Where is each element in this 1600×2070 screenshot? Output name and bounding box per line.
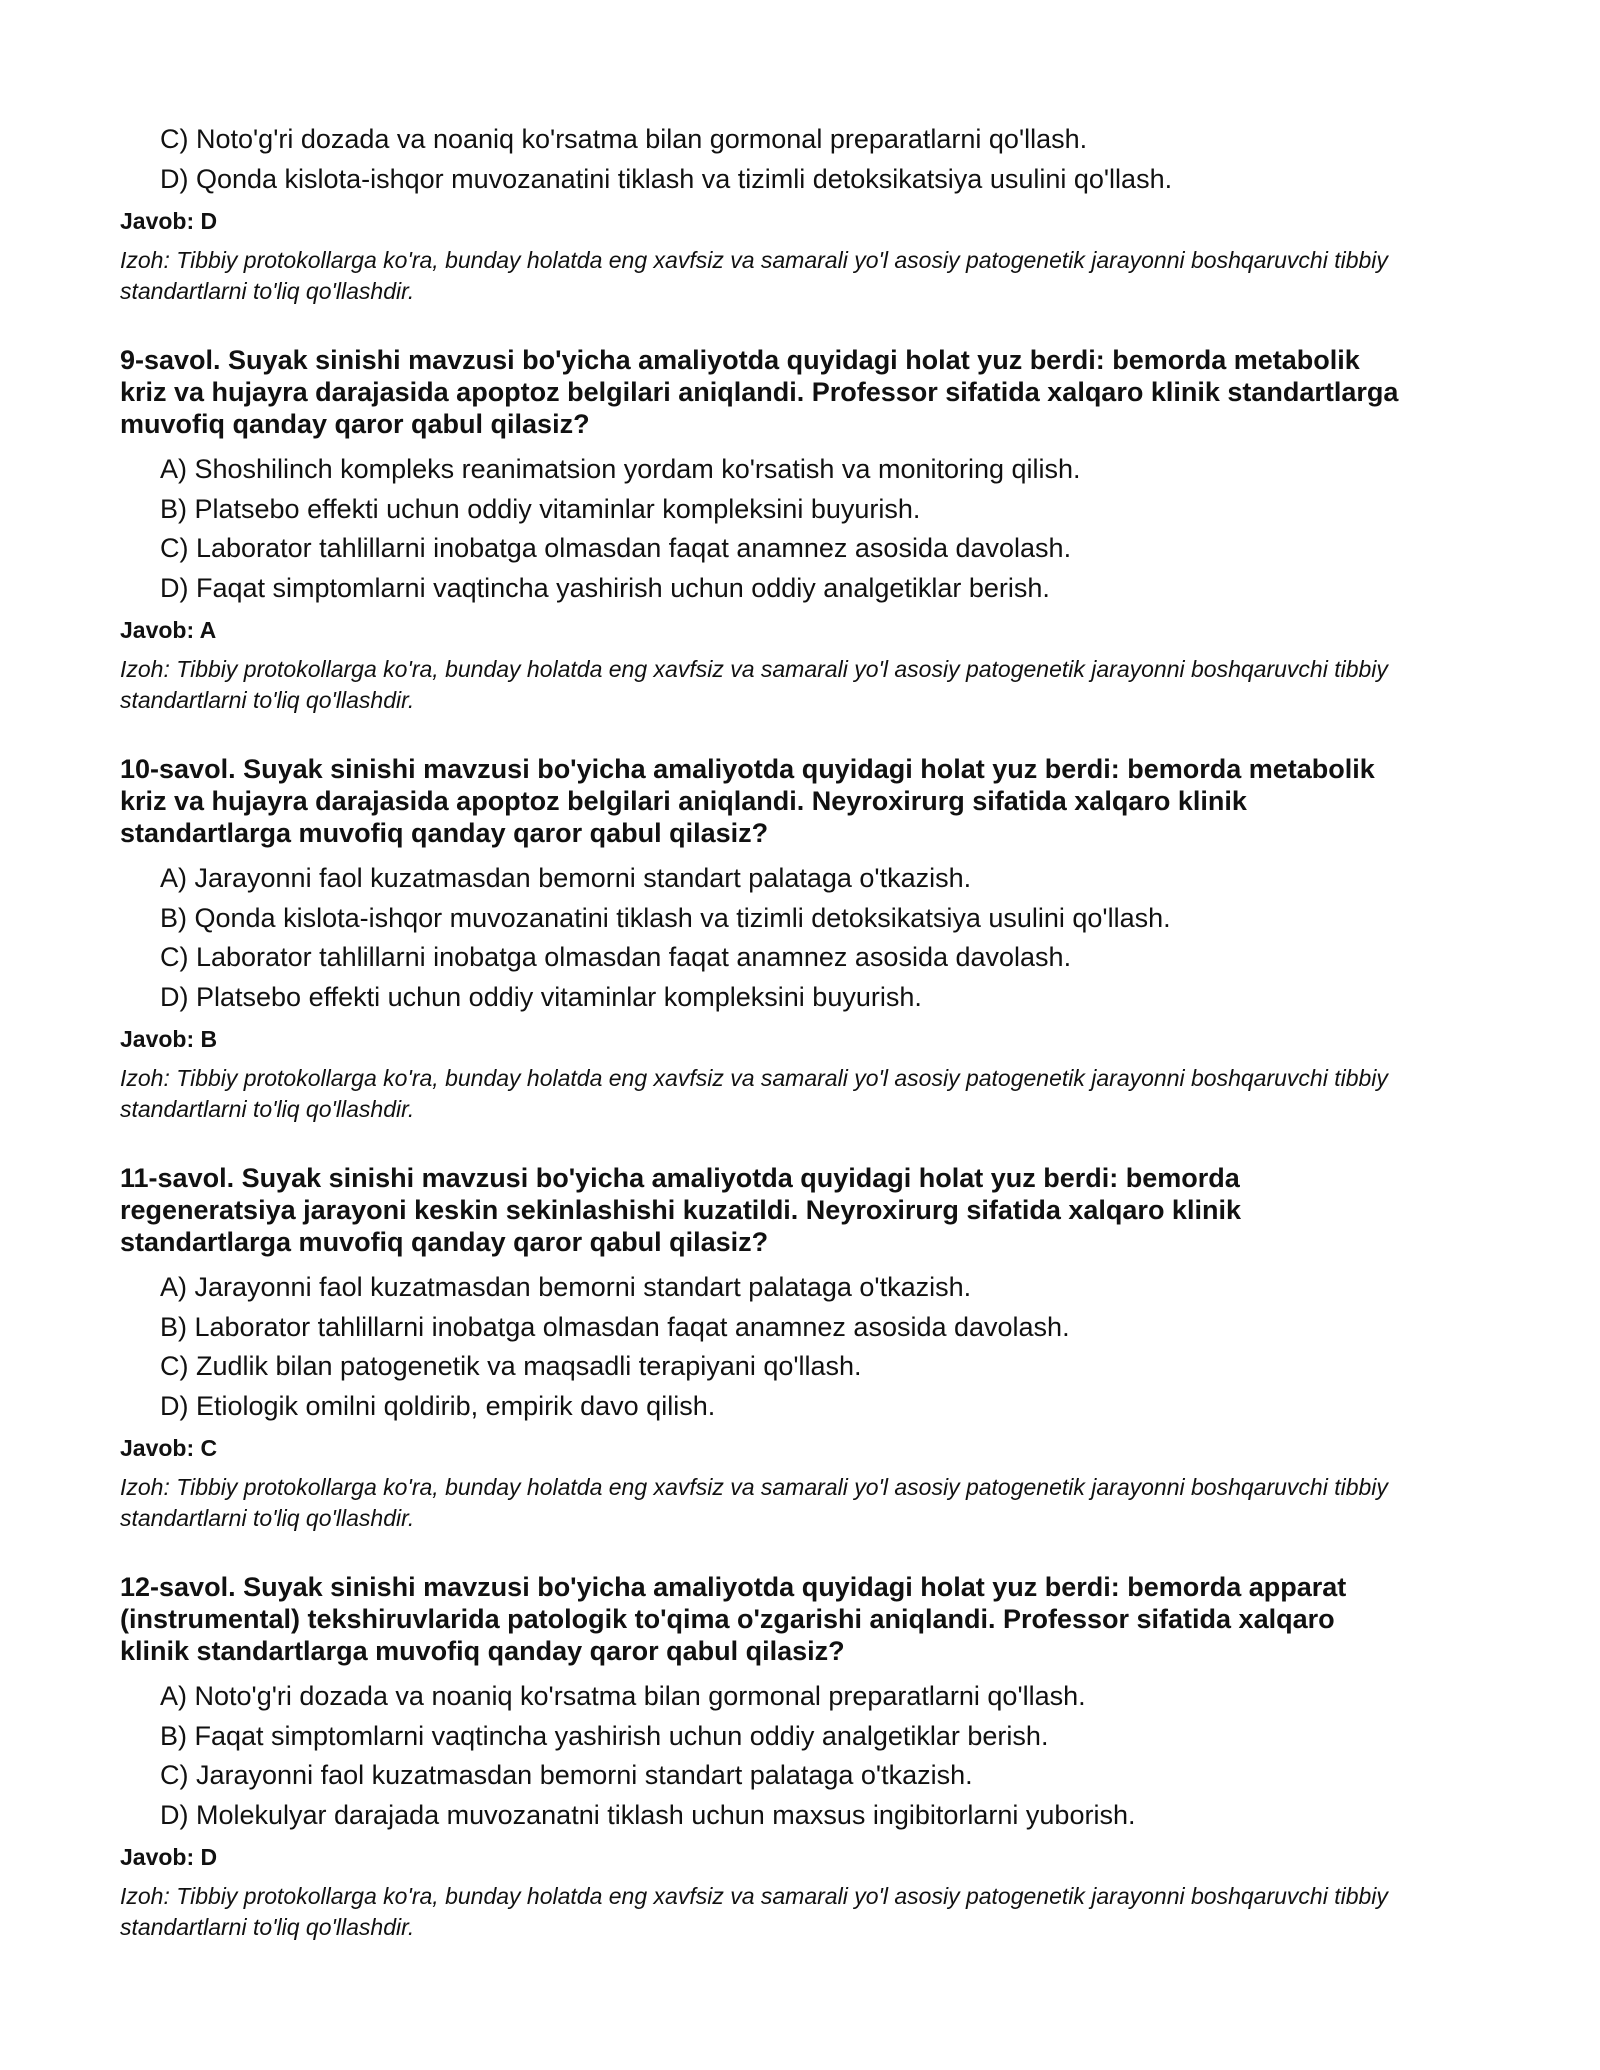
option-c: C) Zudlik bilan patogenetik va maqsadli terapiyani qo'llash. bbox=[160, 1351, 862, 1381]
answer-label: Javob: A bbox=[120, 617, 217, 643]
question-line: standartlarga muvofiq qanday qaror qabul qilasiz? bbox=[120, 818, 769, 848]
option-d: D) Etiologik omilni qoldirib, empirik davo qilish. bbox=[160, 1390, 716, 1421]
question-line: 12-savol. Suyak sinishi mavzusi bo'yicha amaliyotda quyidagi holat yuz berdi: bemorda apparat bbox=[120, 1572, 1347, 1602]
answer-label: Javob: D bbox=[120, 1844, 218, 1870]
option-a: A) Shoshilinch kompleks reanimatsion yordam ko'rsatish va monitoring qilish. bbox=[160, 454, 1081, 484]
question-line: standartlarga muvofiq qanday qaror qabul qilasiz? bbox=[120, 1227, 769, 1257]
option-a: A) Noto'g'ri dozada va noaniq ko'rsatma bilan gormonal preparatlarni qo'llash. bbox=[160, 1681, 1086, 1711]
question-block-12 bbox=[120, 1571, 1500, 1943]
option-b: B) Faqat simptomlarni vaqtincha yashirish uchun oddiy analgetiklar berish. bbox=[160, 1720, 1049, 1751]
option-a: A) Jarayonni faol kuzatmasdan bemorni standart palataga o'tkazish. bbox=[160, 1272, 972, 1302]
explanation-note: Izoh: Tibbiy protokollarga ko'ra, bunday holatda eng xavfsiz va samarali yo'l asosiy patogenetik jarayonni boshqaruvchi tibbiy standartlarni to'liq qo'llashdir. bbox=[120, 1474, 1388, 1531]
question-text bbox=[120, 753, 1500, 849]
question-line: klinik standartlarga muvofiq qanday qaror qabul qilasiz? bbox=[120, 1636, 845, 1666]
option-b: B) Platsebo effekti uchun oddiy vitaminlar kompleksini buyurish. bbox=[160, 493, 921, 524]
explanation-note: Izoh: Tibbiy protokollarga ko'ra, bunday holatda eng xavfsiz va samarali yo'l asosiy patogenetik jarayonni boshqaruvchi tibbiy standartlarni to'liq qo'llashdir. bbox=[120, 247, 1388, 304]
option-c: C) Jarayonni faol kuzatmasdan bemorni standart palataga o'tkazish. bbox=[160, 1760, 973, 1790]
question-block-10 bbox=[120, 753, 1500, 1125]
answer-label: Javob: D bbox=[120, 208, 218, 234]
question-line: kriz va hujayra darajasida apoptoz belgilari aniqlandi. Professor sifatida xalqaro klinik standartlarga bbox=[120, 377, 1399, 407]
option-b: B) Laborator tahlillarni inobatga olmasdan faqat anamnez asosida davolash. bbox=[160, 1311, 1070, 1342]
option-d: D) Qonda kislota-ishqor muvozanatini tiklash va tizimli detoksikatsiya usulini qo'llash. bbox=[160, 163, 1173, 194]
option-d: D) Faqat simptomlarni vaqtincha yashirish uchun oddiy analgetiklar berish. bbox=[160, 572, 1050, 603]
option-a: A) Jarayonni faol kuzatmasdan bemorni standart palataga o'tkazish. bbox=[160, 863, 972, 893]
option-c: C) Laborator tahlillarni inobatga olmasdan faqat anamnez asosida davolash. bbox=[160, 533, 1072, 563]
answer-label: Javob: C bbox=[120, 1435, 218, 1461]
question-8-fragment bbox=[120, 120, 1500, 307]
question-text bbox=[120, 344, 1500, 440]
question-line: 10-savol. Suyak sinishi mavzusi bo'yicha amaliyotda quyidagi holat yuz berdi: bemorda metabolik bbox=[120, 754, 1375, 784]
option-d: D) Platsebo effekti uchun oddiy vitaminlar kompleksini buyurish. bbox=[160, 981, 922, 1012]
explanation-note: Izoh: Tibbiy protokollarga ko'ra, bunday holatda eng xavfsiz va samarali yo'l asosiy patogenetik jarayonni boshqaruvchi tibbiy standartlarni to'liq qo'llashdir. bbox=[120, 1883, 1388, 1940]
question-block-11 bbox=[120, 1162, 1500, 1534]
question-block-9 bbox=[120, 344, 1500, 716]
answer-label: Javob: B bbox=[120, 1026, 218, 1052]
question-line: 11-savol. Suyak sinishi mavzusi bo'yicha amaliyotda quyidagi holat yuz berdi: bemorda bbox=[120, 1163, 1240, 1193]
option-c: C) Noto'g'ri dozada va noaniq ko'rsatma bilan gormonal preparatlarni qo'llash. bbox=[160, 124, 1088, 154]
explanation-note: Izoh: Tibbiy protokollarga ko'ra, bunday holatda eng xavfsiz va samarali yo'l asosiy patogenetik jarayonni boshqaruvchi tibbiy standartlarni to'liq qo'llashdir. bbox=[120, 1065, 1388, 1122]
option-c: C) Laborator tahlillarni inobatga olmasdan faqat anamnez asosida davolash. bbox=[160, 942, 1072, 972]
question-line: (instrumental) tekshiruvlarida patologik to'qima o'zgarishi aniqlandi. Professor sifatida xalqaro bbox=[120, 1604, 1335, 1634]
option-d: D) Molekulyar darajada muvozanatni tiklash uchun maxsus ingibitorlarni yuborish. bbox=[160, 1799, 1136, 1830]
question-line: 9-savol. Suyak sinishi mavzusi bo'yicha amaliyotda quyidagi holat yuz berdi: bemorda metabolik bbox=[120, 345, 1360, 375]
question-line: regeneratsiya jarayoni keskin sekinlashishi kuzatildi. Neyroxirurg sifatida xalqaro klinik bbox=[120, 1195, 1241, 1225]
question-line: muvofiq qanday qaror qabul qilasiz? bbox=[120, 409, 590, 439]
explanation-note: Izoh: Tibbiy protokollarga ko'ra, bunday holatda eng xavfsiz va samarali yo'l asosiy patogenetik jarayonni boshqaruvchi tibbiy standartlarni to'liq qo'llashdir. bbox=[120, 656, 1388, 713]
question-line: kriz va hujayra darajasida apoptoz belgilari aniqlandi. Neyroxirurg sifatida xalqaro klinik bbox=[120, 786, 1247, 816]
question-text bbox=[120, 1162, 1500, 1258]
question-text bbox=[120, 1571, 1500, 1667]
option-b: B) Qonda kislota-ishqor muvozanatini tiklash va tizimli detoksikatsiya usulini qo'llash. bbox=[160, 902, 1171, 933]
